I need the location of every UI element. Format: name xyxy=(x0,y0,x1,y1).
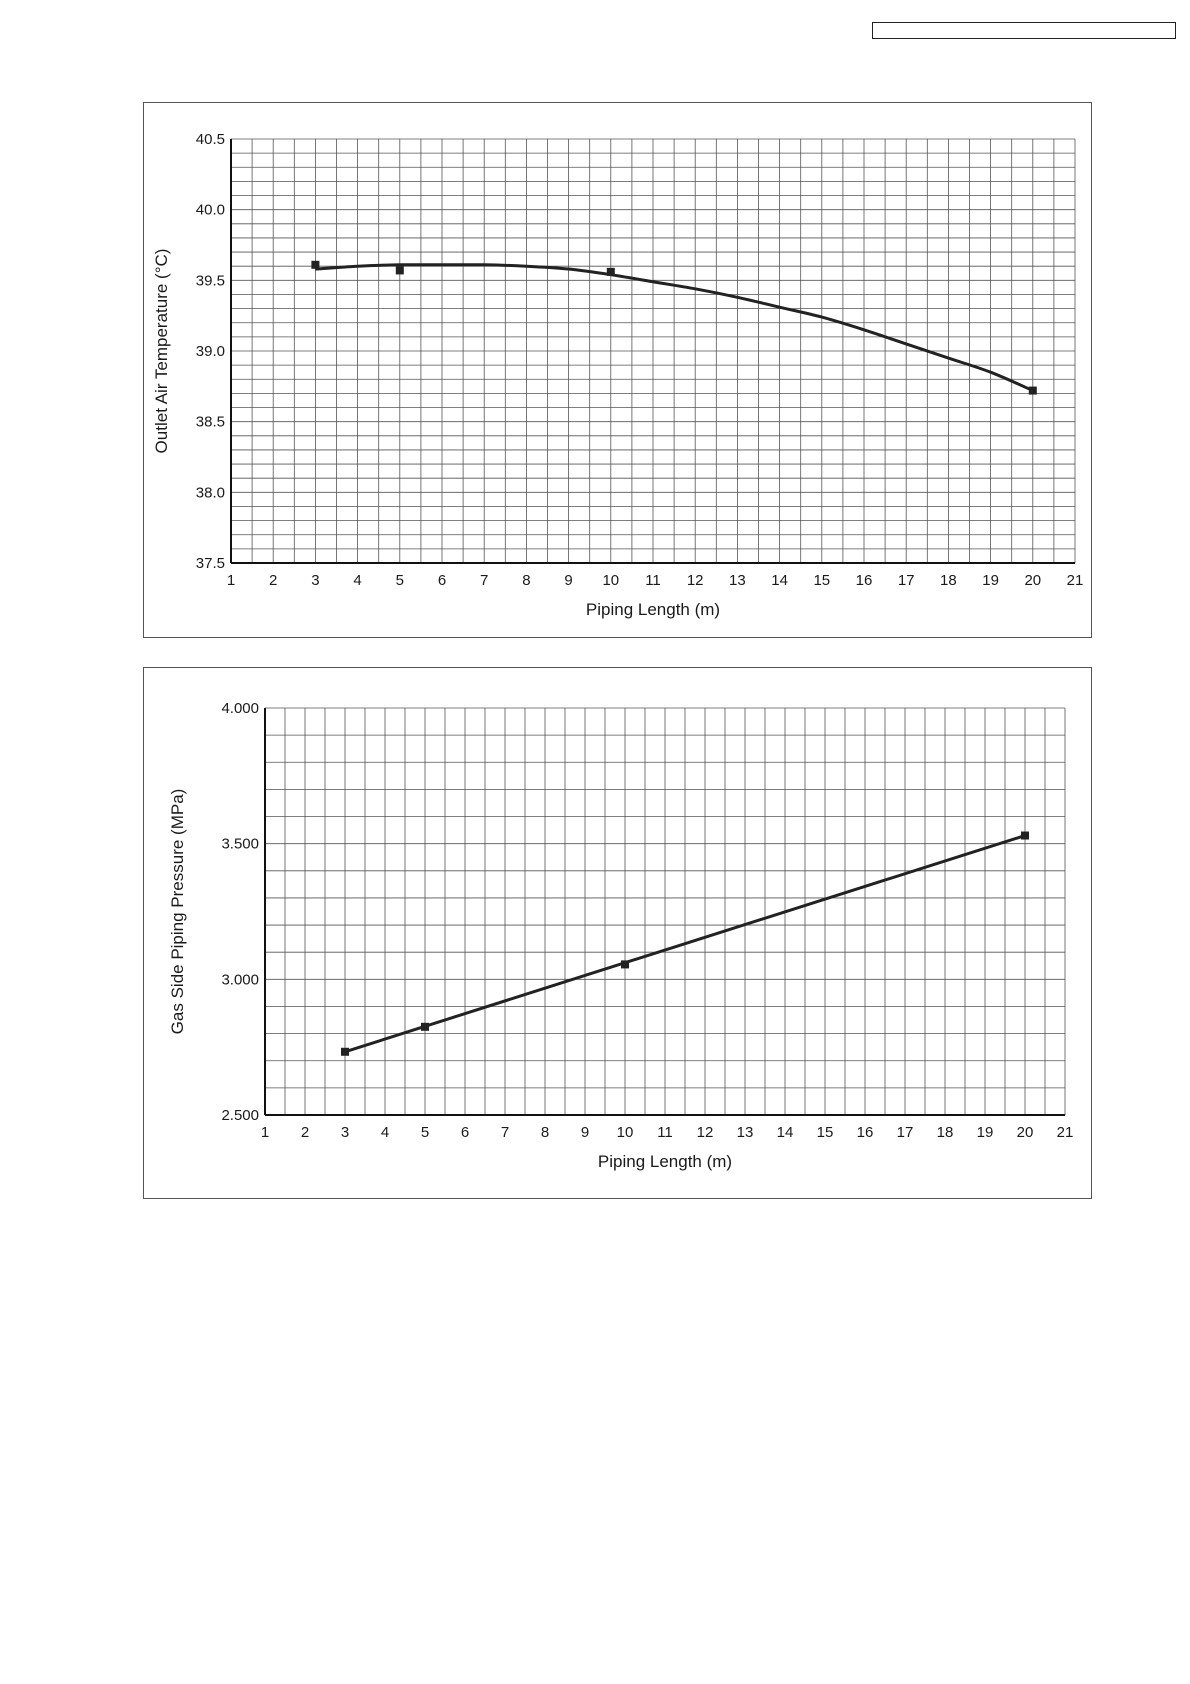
header-box xyxy=(872,22,1176,39)
x-tick-label: 6 xyxy=(460,1124,470,1141)
x-tick-label: 20 xyxy=(1016,1124,1034,1141)
x-tick-label: 11 xyxy=(657,1124,673,1141)
data-point-marker xyxy=(1021,832,1029,840)
x-tick-label: 2 xyxy=(300,1124,310,1141)
x-tick-label: 14 xyxy=(776,1124,794,1141)
x-tick-label: 1 xyxy=(260,1124,270,1141)
x-tick-label: 8 xyxy=(522,572,531,589)
data-point-marker xyxy=(396,266,404,274)
y-tick-label: 39.5 xyxy=(195,272,225,290)
x-tick-label: 8 xyxy=(540,1124,550,1141)
data-point-marker xyxy=(311,261,319,269)
x-tick-label: 7 xyxy=(480,572,489,589)
y-tick-label: 38.0 xyxy=(195,484,225,502)
x-tick-label: 7 xyxy=(500,1124,510,1141)
chart-pressure xyxy=(143,667,1092,1199)
x-tick-label: 12 xyxy=(686,572,704,589)
data-point-marker xyxy=(607,268,615,276)
x-tick-label: 11 xyxy=(645,572,661,589)
y-axis-label: Outlet Air Temperature (°C) xyxy=(152,248,171,454)
x-tick-label: 18 xyxy=(940,572,957,589)
x-tick-label: 1 xyxy=(226,572,236,589)
x-tick-label: 9 xyxy=(564,572,573,589)
x-tick-label: 18 xyxy=(936,1124,954,1141)
x-tick-label: 10 xyxy=(616,1124,634,1141)
y-tick-label: 3.500 xyxy=(221,835,259,853)
x-tick-label: 4 xyxy=(380,1124,390,1141)
data-point-marker xyxy=(1029,387,1037,395)
x-tick-label: 13 xyxy=(736,1124,754,1141)
y-tick-label: 40.5 xyxy=(195,131,225,148)
x-tick-label: 20 xyxy=(1024,572,1042,589)
y-tick-label: 39.0 xyxy=(195,343,225,360)
y-tick-label: 4.000 xyxy=(221,700,259,717)
y-tick-label: 37.5 xyxy=(195,555,225,572)
y-tick-label: 2.500 xyxy=(221,1107,259,1124)
x-axis-label: Piping Length (m) xyxy=(585,600,721,619)
data-point-marker xyxy=(621,960,629,968)
x-tick-label: 21 xyxy=(1066,572,1084,589)
x-tick-label: 9 xyxy=(580,1124,590,1141)
chart-pressure-svg xyxy=(144,668,1093,1200)
x-tick-label: 16 xyxy=(855,572,873,589)
data-point-marker xyxy=(421,1023,429,1031)
x-tick-label: 10 xyxy=(602,572,620,589)
y-tick-label: 38.5 xyxy=(195,413,225,431)
x-tick-label: 19 xyxy=(982,572,999,589)
x-tick-label: 5 xyxy=(395,572,404,589)
x-tick-label: 5 xyxy=(420,1124,430,1141)
x-tick-label: 17 xyxy=(896,1124,914,1141)
x-axis-label: Piping Length (m) xyxy=(597,1152,733,1171)
x-tick-label: 3 xyxy=(340,1124,350,1141)
x-tick-label: 17 xyxy=(897,572,915,589)
x-tick-label: 19 xyxy=(976,1124,994,1141)
x-tick-label: 3 xyxy=(311,572,320,589)
x-tick-label: 13 xyxy=(729,572,746,589)
x-tick-label: 15 xyxy=(813,572,831,589)
x-tick-label: 14 xyxy=(771,572,788,589)
x-tick-label: 4 xyxy=(353,572,362,589)
x-tick-label: 21 xyxy=(1056,1124,1074,1141)
x-tick-label: 15 xyxy=(816,1124,834,1141)
x-tick-label: 12 xyxy=(696,1124,714,1141)
data-point-marker xyxy=(341,1048,349,1056)
y-tick-label: 3.000 xyxy=(221,971,259,989)
y-axis-label: Gas Side Piping Pressure (MPa) xyxy=(168,788,187,1035)
x-tick-label: 16 xyxy=(856,1124,874,1141)
y-tick-label: 40.0 xyxy=(195,201,225,219)
x-tick-label: 6 xyxy=(437,572,447,589)
chart-temperature-svg xyxy=(144,103,1093,639)
x-tick-label: 2 xyxy=(269,572,278,589)
chart-temperature xyxy=(143,102,1092,638)
